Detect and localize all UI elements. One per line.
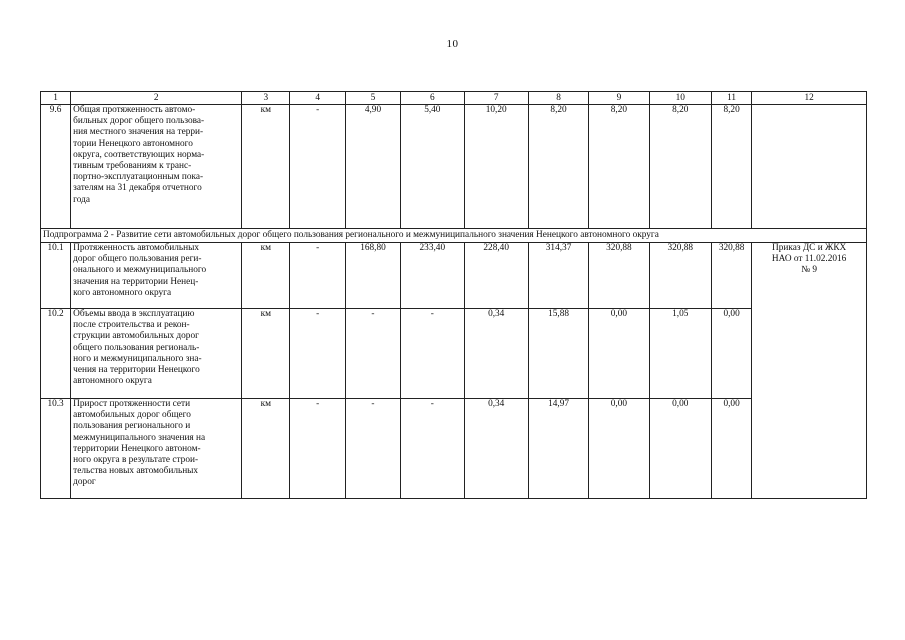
value-cell: 320,88	[589, 243, 649, 309]
value-cell: 0,00	[589, 309, 649, 399]
row-number: 10.3	[41, 399, 71, 499]
value-cell: -	[290, 399, 345, 499]
description-line: территории Ненецкого автоном-	[73, 443, 201, 454]
value-cell: 1,05	[649, 309, 711, 399]
description-line: автомобильных дорог общего	[73, 410, 191, 421]
value-cell: 0,00	[711, 309, 751, 399]
value-cell: 5,40	[401, 105, 464, 229]
description-line: чения на территории Ненецкого	[73, 365, 200, 376]
column-number-11: 11	[711, 92, 751, 105]
value-cell: -	[345, 309, 400, 399]
page-number: 10	[446, 38, 459, 50]
description-line: Прирост протяженности сети	[73, 399, 191, 409]
description-line: ного округа в результате строи-	[73, 455, 199, 466]
column-number-6: 6	[401, 92, 464, 105]
value-cell: -	[290, 105, 345, 229]
unit-cell: км	[242, 399, 290, 499]
value-cell: -	[290, 309, 345, 399]
note-line: № 9	[801, 265, 818, 276]
indicator-description	[71, 105, 242, 229]
indicators-table	[40, 91, 867, 499]
description-line: Общая протяженность автомо-	[73, 105, 196, 115]
description-line: струкции автомобильных дорог	[73, 331, 199, 342]
row-number: 10.2	[41, 309, 71, 399]
description-line: года	[73, 194, 90, 205]
value-cell: 0,34	[464, 399, 528, 499]
value-cell: 15,88	[528, 309, 588, 399]
table-row	[41, 399, 867, 499]
value-cell: 0,00	[649, 399, 711, 499]
description-line: после строительства и рекон-	[73, 320, 190, 331]
value-cell: 320,88	[711, 243, 751, 309]
row-number: 9.6	[41, 105, 71, 229]
value-cell: 4,90	[345, 105, 400, 229]
unit-cell: км	[242, 243, 290, 309]
column-number-8: 8	[528, 92, 588, 105]
description-line: бильных дорог общего пользова-	[73, 116, 205, 127]
table-row	[41, 105, 867, 229]
subprogram-row	[41, 229, 867, 243]
description-line: зателям на 31 декабря отчетного	[73, 183, 202, 194]
description-line: общего пользования региональ-	[73, 342, 200, 353]
column-number-9: 9	[589, 92, 649, 105]
column-number-1: 1	[41, 92, 71, 105]
unit-cell: км	[242, 309, 290, 399]
note-cell	[752, 105, 867, 229]
description-line: онального и межмуниципального	[73, 265, 207, 276]
description-line: ного и межмуниципального зна-	[73, 353, 202, 364]
description-line: Протяженность автомобильных	[73, 243, 199, 253]
description-line: межмуниципального значения на	[73, 432, 206, 443]
indicator-description	[71, 399, 242, 499]
description-line: автономного округа	[73, 376, 152, 387]
description-line: пользования регионального и	[73, 421, 191, 432]
description-line: тории Ненецкого автономного	[73, 138, 193, 149]
description-line: дорог	[73, 477, 96, 488]
value-cell: 228,40	[464, 243, 528, 309]
column-number-10: 10	[649, 92, 711, 105]
subprogram-title: Подпрограмма 2 - Развитие сети автомобильных дорог общего пользования регионального и межмуниципального значения Ненецкого автономного округа	[41, 229, 867, 243]
value-cell: 8,20	[649, 105, 711, 229]
description-line: тивным требованиям к транс-	[73, 161, 192, 172]
description-line: дорог общего пользования реги-	[73, 254, 202, 265]
value-cell: 10,20	[464, 105, 528, 229]
description-line: ния местного значения на терри-	[73, 127, 204, 138]
value-cell: 0,34	[464, 309, 528, 399]
row-number: 10.1	[41, 243, 71, 309]
value-cell: 314,37	[528, 243, 588, 309]
value-cell: 8,20	[528, 105, 588, 229]
unit-cell: км	[242, 105, 290, 229]
indicator-description	[71, 243, 242, 309]
value-cell: 0,00	[589, 399, 649, 499]
note-line: Приказ ДС и ЖКХ	[771, 243, 847, 253]
value-cell: -	[401, 399, 464, 499]
value-cell: -	[401, 309, 464, 399]
description-line: значения на территории Ненец-	[73, 276, 199, 287]
value-cell: 8,20	[711, 105, 751, 229]
value-cell: 233,40	[401, 243, 464, 309]
description-line: округа, соответствующих норма-	[73, 149, 205, 160]
value-cell: 14,97	[528, 399, 588, 499]
column-number-2: 2	[71, 92, 242, 105]
description-line: тельства новых автомобильных	[73, 466, 199, 477]
value-cell: 168,80	[345, 243, 400, 309]
description-line: Объемы ввода в эксплуатацию	[73, 309, 195, 319]
table-row	[41, 309, 867, 399]
column-number-5: 5	[345, 92, 400, 105]
value-cell: -	[345, 399, 400, 499]
column-number-3: 3	[242, 92, 290, 105]
column-number-12: 12	[752, 92, 867, 105]
indicator-description	[71, 309, 242, 399]
description-line: кого автономного округа	[73, 287, 172, 298]
column-number-row	[41, 92, 867, 105]
value-cell: -	[290, 243, 345, 309]
value-cell: 0,00	[711, 399, 751, 499]
description-line: портно-эксплуатационным пока-	[73, 172, 204, 183]
value-cell: 320,88	[649, 243, 711, 309]
column-number-4: 4	[290, 92, 345, 105]
note-cell	[752, 243, 867, 499]
value-cell: 8,20	[589, 105, 649, 229]
table-row	[41, 243, 867, 309]
note-line: НАО от 11.02.2016	[771, 254, 847, 265]
column-number-7: 7	[464, 92, 528, 105]
